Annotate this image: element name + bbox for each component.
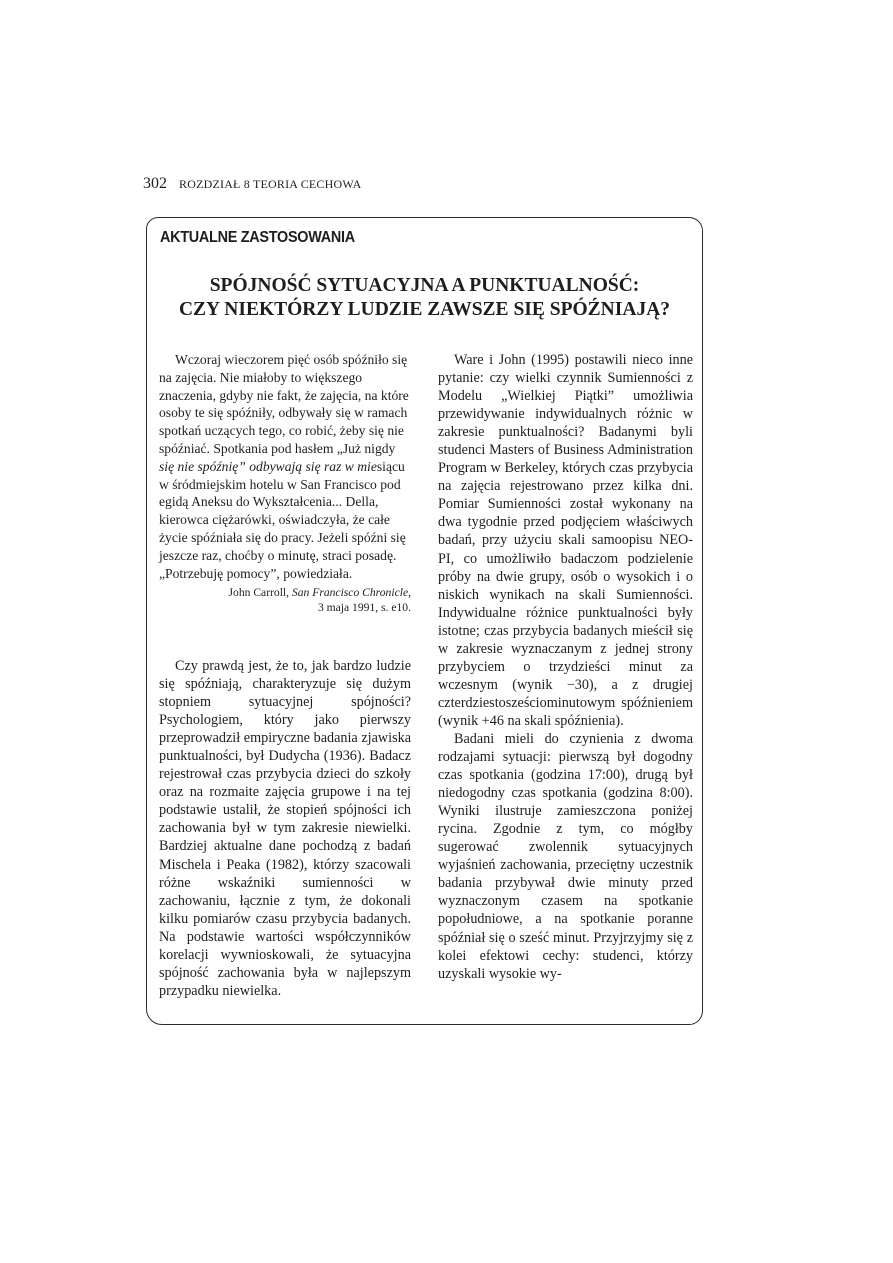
running-header bbox=[143, 175, 361, 193]
attribution-date: 3 maja 1991, s. e10. bbox=[317, 601, 411, 615]
right-column-body bbox=[438, 351, 693, 983]
box-title-line-2: CZY NIEKTÓRZY LUDZIE ZAWSZE SIĘ SPÓŹNIAJĄ? bbox=[178, 299, 671, 320]
left-column-body bbox=[159, 657, 411, 1000]
quote-text-start: Wczoraj wieczorem pięć osób spóźniło się na zajęcia. Nie miałoby to większego znaczenia, gdyby nie fakt, że zajęcia, na które osoby te się spóźniły, odbywały się w ramach spotkań uczących tego, co robić, żeby się nie spóźniać. Spotkania pod hasłem „Już nigdy bbox=[159, 352, 409, 456]
attribution-author: John Carroll, bbox=[228, 586, 292, 600]
right-paragraph-2: Badani mieli do czynienia z dwoma rodzajami sytuacji: pierwszą był dogodny czas spotkania (godzina 17:00), drugą był niedogodny czas spotkania (godzina 8:00). Wyniki ilustruje zamieszczona poniżej rycina. Zgodnie z tym, co mógłby sugerować zwolennik sytuacyjnych wyjaśnień zachowania, przeciętny uczestnik badania przybywał dwie minuty przed wyznaczonym czasem na spotkanie popołudniowe, a na spotkanie poranne spóźniał się o sześć minut. Przyjrzyjmy się z kolei efektowi cechy: studenci, którzy uzyskali wysokie wy- bbox=[438, 730, 693, 982]
opening-quote bbox=[159, 351, 411, 615]
quote-text-end: siącu w śródmiejskim hotelu w San Francisco pod egidą Aneksu do Wykształcenia... Della, kierowca ciężarówki, oświadczyła, że całe życie spóźniała się do pracy. Jeżeli spóźni się jeszcze raz, choćby o minutę, straci posadę. „Potrzebuję pomocy”, powiedziała. bbox=[159, 458, 406, 581]
box-label: AKTUALNE ZASTOSOWANIA bbox=[160, 229, 355, 246]
right-paragraph-1: Ware i John (1995) postawili nieco inne pytanie: czy wielki czynnik Sumienności z Modelu „Wielkiej Piątki” umożliwia przewidywanie indywidualnych różnic w zakresie punktualności? Badanymi byli studenci Masters of Business Administration Program w Berkeley, których czas przybycia na zajęcia rejestrowano przez kilka dni. Pomiar Sumienności został wykonany na dwa tygodnie przed podjęciem właściwych badań, przy użyciu skali samoopisu NEO-PI, co umożliwiło badaczom podzielenie próby na dwie grupy, osób o wysokich i o niskich wynikach na skali Sumienności. Indywidualne różnice punktualności były istotne; czas przybycia badanych mieścił się w zakresie wyznaczanym z jednej strony przybyciem o trzydzieści minut za wczesnym (wynik −30), a z drugiej czterdziestosześciominutowym spóźnieniem (wynik +46 na skali spóźnienia). bbox=[438, 352, 693, 729]
quote-attribution bbox=[159, 585, 411, 615]
left-paragraph-1: Czy prawdą jest, że to, jak bardzo ludzie się spóźniają, charakteryzuje się dużym stopniem sytuacyjnej spójności? Psychologiem, który jako pierwszy przeprowadził empiryczne badania zjawiska punktualności, był Dudycha (1936). Badacz rejestrował czas przybycia dzieci do szkoły oraz na rozmaite zajęcia grupowe i na tej podstawie ustalił, że stopień spójności ich zachowania był w tym zakresie niewielki. Bardziej aktualne dane pochodzą z badań Mischela i Peaka (1982), którzy szacowali różne wskaźniki sumienności w zachowaniu, łącznie z tym, że dokonali kilku pomiarów czasu przybycia badanych. Na podstawie wartości współczynników korelacji wywnioskowali, że sytuacyjna spójność zachowania była w najlepszym przypadku niewielka. bbox=[159, 658, 411, 999]
quote-text bbox=[159, 351, 411, 582]
chapter-title: ROZDZIAŁ 8 TEORIA CECHOWA bbox=[179, 177, 362, 191]
attribution-source: San Francisco Chronicle, bbox=[291, 586, 411, 600]
box-title bbox=[146, 274, 703, 322]
page-number: 302 bbox=[143, 175, 167, 192]
quote-text-italic: się nie spóźnię” odbywają się raz w mie bbox=[159, 458, 377, 474]
box-title-line-1: SPÓJNOŚĆ SYTUACYJNA A PUNKTUALNOŚĆ: bbox=[209, 275, 640, 296]
